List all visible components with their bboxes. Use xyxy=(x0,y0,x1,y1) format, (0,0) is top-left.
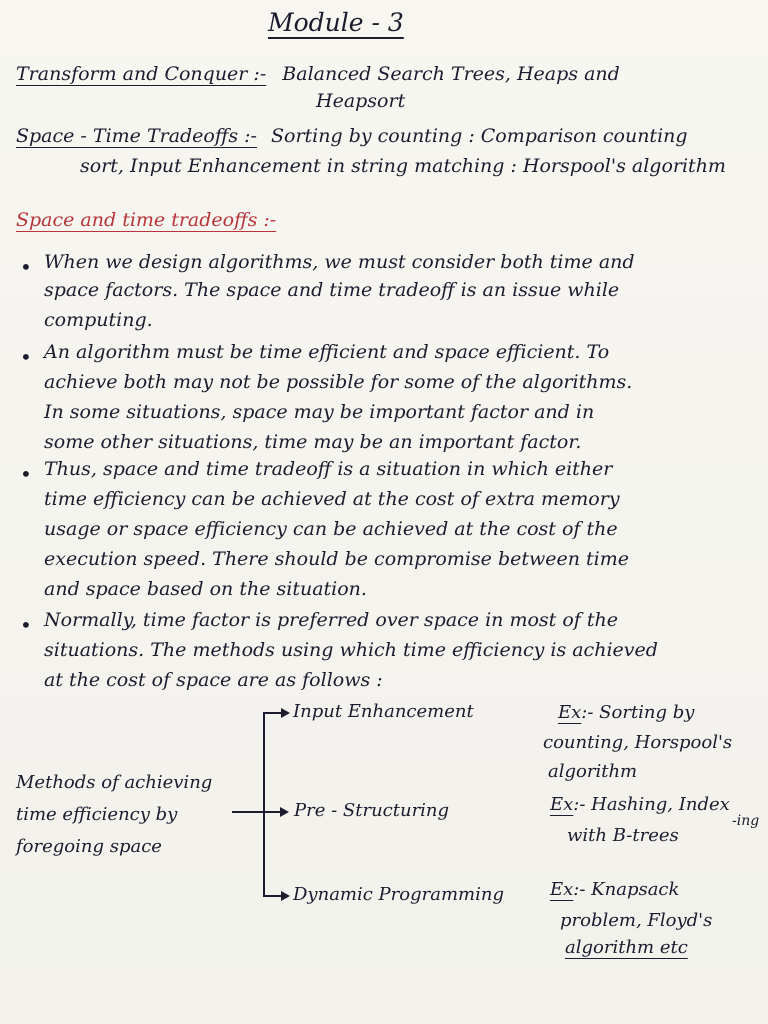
example-3-line-3: algorithm etc xyxy=(565,937,688,958)
section-heading: Space and time tradeoffs :- xyxy=(16,209,277,231)
bullet-3-line-2: time efficiency can be achieved at the cost of extra memory xyxy=(44,488,620,510)
example-label: Ex xyxy=(558,702,582,723)
arrow-right-icon xyxy=(280,807,289,817)
bullet-4-line-1: Normally, time factor is preferred over space in most of the xyxy=(44,609,618,631)
arrow-right-icon xyxy=(281,891,290,901)
diagram-vertical-connector xyxy=(263,712,265,897)
bullet-1-line-1: When we design algorithms, we must consider both time and xyxy=(44,251,635,273)
example-label: Ex xyxy=(550,794,574,815)
method-input-enhancement: Input Enhancement xyxy=(293,701,474,722)
example-2-line-2: with B-trees xyxy=(567,825,679,846)
bullet-2-line-3: In some situations, space may be important factor and in xyxy=(44,401,595,423)
bullet-3-line-3: usage or space efficiency can be achieved at the cost of the xyxy=(44,518,618,540)
bullet-4-line-2: situations. The methods using which time efficiency is achieved xyxy=(44,640,658,661)
example-text: Sorting by xyxy=(599,702,695,723)
example-text: Knapsack xyxy=(591,879,680,900)
diagram-root-line-3: foregoing space xyxy=(16,836,162,857)
diagram-root-line-1: Methods of achieving xyxy=(16,772,213,793)
bullet-dot: • xyxy=(20,613,32,637)
bullet-3-line-4: execution speed. There should be compromise between time xyxy=(44,548,630,570)
transform-conquer-line xyxy=(16,64,620,85)
space-time-text: Sorting by counting : Comparison counting xyxy=(271,125,688,147)
diagram-branch-middle xyxy=(232,811,282,813)
space-time-label: Space - Time Tradeoffs :- xyxy=(16,125,257,147)
bullet-dot: • xyxy=(20,345,32,369)
transform-conquer-label: Transform and Conquer :- xyxy=(16,63,267,85)
bullet-2-line-2: achieve both may not be possible for some of the algorithms. xyxy=(44,371,633,393)
bullet-4-line-3: at the cost of space are as follows : xyxy=(44,669,383,691)
arrow-right-icon xyxy=(281,708,290,718)
bullet-1-line-2: space factors. The space and time tradeoff is an issue while xyxy=(44,279,620,301)
diagram-root-line-2: time efficiency by xyxy=(16,804,178,825)
example-text: Hashing, Index xyxy=(591,794,730,815)
bullet-dot: • xyxy=(20,462,32,486)
example-2-suffix: -ing xyxy=(732,813,760,829)
example-2-line-1: Ex:- Hashing, Index xyxy=(550,794,730,815)
page-title: Module - 3 xyxy=(268,8,404,37)
bullet-3-line-5: and space based on the situation. xyxy=(44,578,367,600)
example-3-line-1: Ex:- Knapsack xyxy=(550,879,680,900)
bullet-dot: • xyxy=(20,255,32,279)
example-1-line-2: counting, Horspool's xyxy=(543,732,733,753)
transform-conquer-text: Balanced Search Trees, Heaps and xyxy=(282,63,620,85)
example-1-line-3: algorithm xyxy=(548,761,638,782)
diagram-branch-bottom xyxy=(263,895,283,897)
bullet-2-line-4: some other situations, time may be an important factor. xyxy=(44,431,582,453)
diagram-branch-top xyxy=(263,712,283,714)
bullet-2-line-1: An algorithm must be time efficient and space efficient. To xyxy=(44,341,610,363)
example-3-line-2: problem, Floyd's xyxy=(560,910,713,931)
space-time-header-line xyxy=(16,126,688,147)
bullet-3-line-1: Thus, space and time tradeoff is a situation in which either xyxy=(44,458,613,480)
transform-conquer-line-2: Heapsort xyxy=(316,90,406,112)
bullet-1-line-3: computing. xyxy=(44,309,153,331)
method-dynamic-programming: Dynamic Programming xyxy=(293,884,504,905)
space-time-header-line-2: sort, Input Enhancement in string matching : Horspool's algorithm xyxy=(80,156,726,177)
example-label: Ex xyxy=(550,879,574,900)
method-pre-structuring: Pre - Structuring xyxy=(294,800,450,821)
example-1-line-1: Ex:- Sorting by xyxy=(558,702,695,723)
